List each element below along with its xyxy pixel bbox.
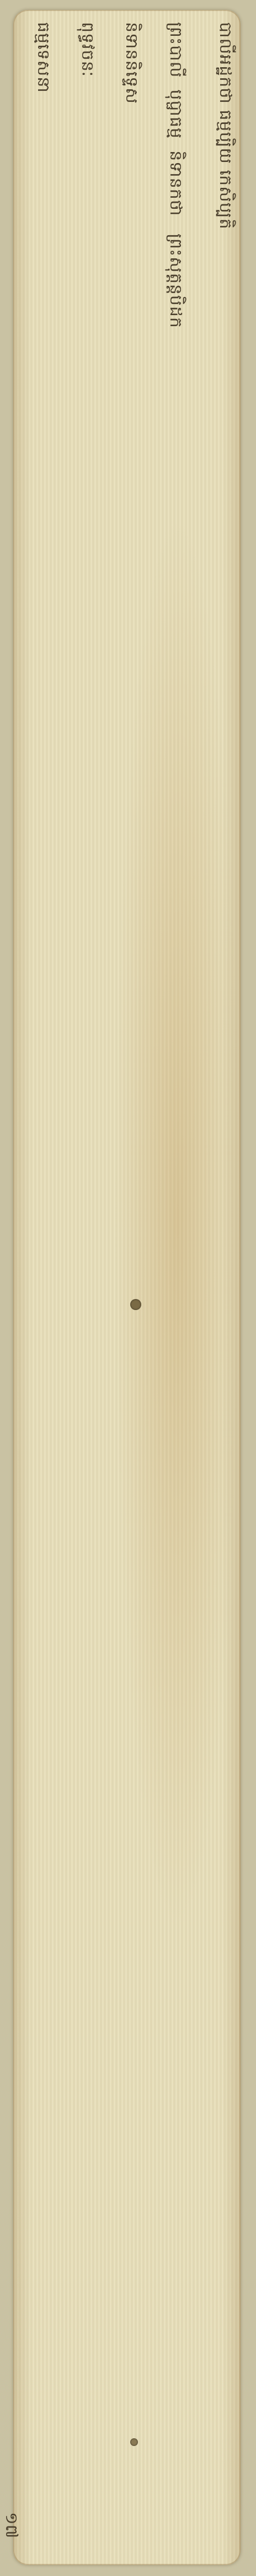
binding-hole bbox=[130, 1299, 141, 1310]
page-number: ១៧ bbox=[2, 2512, 21, 2539]
manuscript-line-3: និទាននិទ្ទេស ​ ​ ​ ​ ​ ​ ​ ​ ​ ​ ​ ​ bbox=[122, 22, 141, 174]
palm-leaf-page bbox=[13, 10, 241, 2565]
binding-hole-small bbox=[130, 2438, 138, 2446]
manuscript-line-2: ព្រះបាលី ​​ បុប្ផាធម្ម ​ និទានកថា ​ ​ ព្រះសុត្តន្តបិដក bbox=[166, 22, 185, 328]
manuscript-line-1: បាលីអដ្ឋកថា ធម្មប្បិយ ​កេសិប្បតិ​ bbox=[216, 22, 235, 230]
manuscript-line-4: ពុទ្ធវចនៈ ​ ​ ​ ​ ​ ​ ​ ​ ​ ​ ​ bbox=[78, 22, 97, 141]
manuscript-line-5: ធម្មទេសនា ​ ​ ​ ​ ​ ​ ​ ​ ​ ​ ​ bbox=[34, 22, 53, 157]
age-stain bbox=[114, 506, 241, 1938]
